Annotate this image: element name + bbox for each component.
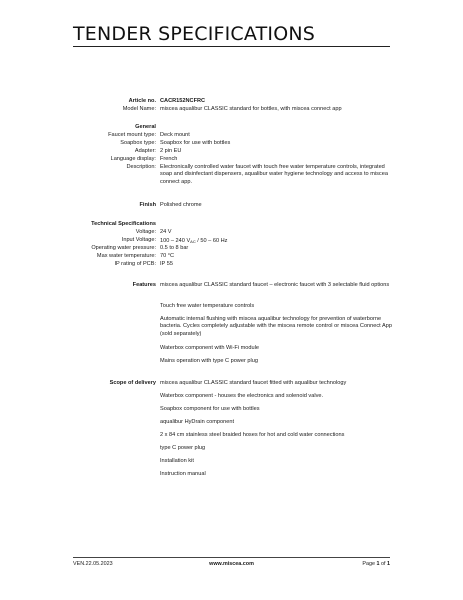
technical-heading: Technical Specifications (91, 221, 156, 227)
footer-website: www.miscea.com (209, 561, 254, 567)
page-title: TENDER SPECIFICATIONS (73, 23, 316, 45)
feature-item: Waterbox component with Wi-Fi module (160, 345, 259, 351)
adapter-label: Adapter: (134, 148, 156, 154)
title-divider (73, 46, 390, 47)
scope-label: Scope of delivery (109, 380, 156, 386)
max-temp-value: 70 °C (160, 253, 175, 259)
language-label: Language display: (110, 156, 156, 162)
input-voltage-frequency: / 50 – 60 Hz (195, 238, 228, 244)
article-no-label: Article no. (128, 98, 156, 104)
max-temp-label: Max water temperature: (96, 253, 156, 259)
finish-value: Polished chrome (160, 202, 202, 208)
input-voltage-range: 100 – 240 V (160, 238, 191, 244)
scope-item: aqualibur HyDrain component (160, 419, 235, 425)
language-value: French (160, 156, 178, 162)
description-label: Description: (126, 164, 156, 170)
input-voltage-label: Input Voltage: (121, 237, 156, 243)
adapter-value: 2 pin EU (160, 148, 182, 154)
ip-rating-label: IP rating of PCB: (114, 261, 156, 267)
scope-item: Instruction manual (160, 471, 206, 477)
scope-item: Installation kit (160, 458, 194, 464)
page-current: 1 (376, 561, 380, 567)
voltage-value: 24 V (160, 229, 172, 235)
page-total: 1 (387, 561, 390, 567)
water-pressure-value: 0.5 to 8 bar (160, 245, 189, 251)
faucet-mount-value: Deck mount (160, 132, 190, 138)
footer-version: VEN.22.05.2023 (73, 561, 113, 567)
water-pressure-label: Operating water pressure: (91, 245, 156, 251)
feature-item: Automatic internal flushing with miscea aqualibur technology for prevention of waterborne bacteria. Cycles completely adjustable with the miscea remote control or miscea Connect App (sold separately) (160, 316, 392, 337)
page-prefix: Page (362, 561, 377, 567)
feature-item: Mains operation with type C power plug (160, 358, 258, 364)
soapbox-type-label: Soapbox type: (120, 140, 156, 146)
model-name-value: miscea aqualibur CLASSIC standard for bottles, with miscea connect app (160, 106, 342, 112)
footer-page-number (362, 561, 390, 567)
voltage-label: Voltage: (135, 229, 156, 235)
scope-item: type C power plug (160, 445, 206, 451)
features-label: Features (132, 282, 156, 288)
scope-item: 2 x 84 cm stainless steel braided hoses for hot and cold water connections (160, 432, 345, 438)
footer-divider (73, 557, 390, 558)
scope-item: miscea aqualibur CLASSIC standard faucet fitted with aqualibur technology (160, 380, 347, 386)
feature-item: Touch free water temperature controls (160, 303, 255, 309)
general-heading: General (135, 124, 156, 130)
input-voltage-ac: AC (190, 239, 196, 244)
faucet-mount-label: Faucet mount type: (108, 132, 156, 138)
page-of: of (379, 561, 387, 567)
article-no-value: CACR152NCFRC (160, 98, 206, 104)
feature-item: miscea aqualibur CLASSIC standard faucet – electronic faucet with 3 selectable fluid options (160, 282, 390, 288)
soapbox-type-value: Soapbox for use with bottles (160, 140, 231, 146)
description-value: Electronically controlled water faucet with touch free water temperature controls, integrated soap and disinfectant dispensers, aqualibur water hygiene technology and access to miscea connect app. (160, 164, 388, 185)
scope-item: Waterbox component - houses the electronics and solenoid valve. (160, 393, 324, 399)
scope-item: Soapbox component for use with bottles (160, 406, 260, 412)
ip-rating-value: IP 55 (160, 261, 173, 267)
model-name-label: Model Name: (122, 106, 156, 112)
finish-label: Finish (139, 202, 156, 208)
